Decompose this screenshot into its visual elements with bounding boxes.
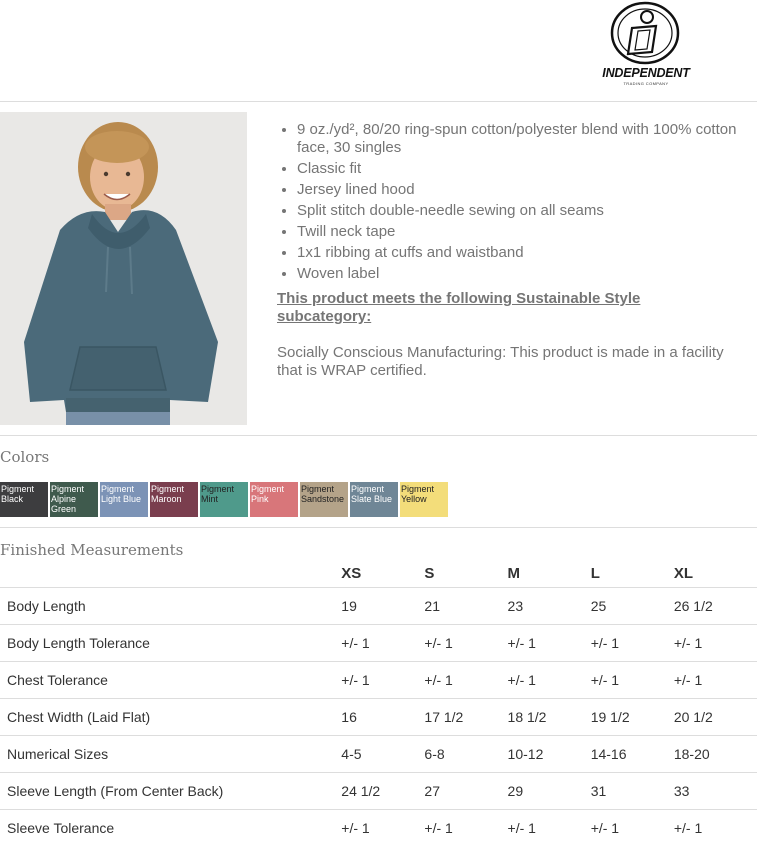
- color-swatch[interactable]: [0, 482, 48, 517]
- feature-item: • Twill neck tape: [297, 223, 737, 241]
- divider: [0, 527, 757, 528]
- color-swatch[interactable]: [200, 482, 248, 517]
- size-header: L: [591, 560, 674, 588]
- color-swatch[interactable]: [50, 482, 98, 517]
- measurement-value: +/- 1: [508, 625, 591, 662]
- colors-heading: Colors: [0, 448, 49, 466]
- measurement-label: Chest Tolerance: [0, 662, 341, 699]
- measurement-label: Chest Width (Laid Flat): [0, 699, 341, 736]
- measurement-value: 24 1/2: [341, 773, 424, 810]
- feature-item: • 1x1 ribbing at cuffs and waistband: [297, 244, 737, 262]
- measurement-value: 25: [591, 588, 674, 625]
- measurement-value: +/- 1: [341, 810, 424, 846]
- brand-logo: [594, 0, 698, 88]
- measurement-label: Numerical Sizes: [0, 736, 341, 773]
- size-header: S: [424, 560, 507, 588]
- table-row: [0, 773, 757, 810]
- measurement-value: +/- 1: [424, 625, 507, 662]
- feature-item: • 9 oz./yd², 80/20 ring-spun cotton/polyester blend with 100% cotton face, 30 singles: [297, 121, 737, 157]
- measurement-value: 31: [591, 773, 674, 810]
- measurements-heading: Finished Measurements: [0, 541, 183, 559]
- measurement-value: 10-12: [508, 736, 591, 773]
- size-header: XS: [341, 560, 424, 588]
- size-header: XL: [674, 560, 757, 588]
- measurement-value: 18 1/2: [508, 699, 591, 736]
- table-header-row: [0, 560, 757, 588]
- measurement-value: +/- 1: [591, 625, 674, 662]
- feature-item: • Jersey lined hood: [297, 181, 737, 199]
- measurement-value: +/- 1: [424, 662, 507, 699]
- sustainable-description: Socially Conscious Manufacturing: This product is made in a facility that is WRAP certified.: [277, 344, 737, 380]
- table-row: [0, 736, 757, 773]
- color-swatch[interactable]: [150, 482, 198, 517]
- measurement-value: +/- 1: [674, 625, 757, 662]
- measurement-value: 20 1/2: [674, 699, 757, 736]
- table-row: [0, 699, 757, 736]
- measurement-value: 17 1/2: [424, 699, 507, 736]
- table-header-empty: [0, 560, 341, 588]
- measurement-value: 21: [424, 588, 507, 625]
- swatch-label: Pigment Yellow: [401, 484, 434, 504]
- color-swatches: [0, 482, 450, 517]
- swatch-label: Pigment Sandstone: [301, 484, 344, 504]
- product-image: [0, 112, 247, 425]
- feature-item: • Split stitch double-needle sewing on all seams: [297, 202, 737, 220]
- brand-logo-mark: [594, 0, 698, 66]
- divider: [0, 101, 757, 102]
- swatch-label: Pigment Maroon: [151, 484, 184, 504]
- table-row: [0, 588, 757, 625]
- swatch-label: Pigment Black: [1, 484, 34, 504]
- color-swatch[interactable]: [300, 482, 348, 517]
- sustainable-heading[interactable]: This product meets the following Sustainable Style subcategory:: [277, 290, 737, 326]
- measurement-value: 29: [508, 773, 591, 810]
- table-row: [0, 810, 757, 846]
- measurements-table: [0, 560, 757, 846]
- measurement-value: 6-8: [424, 736, 507, 773]
- table-row: [0, 662, 757, 699]
- measurement-value: 19 1/2: [591, 699, 674, 736]
- measurement-value: 14-16: [591, 736, 674, 773]
- color-swatch[interactable]: [400, 482, 448, 517]
- measurement-label: Sleeve Tolerance: [0, 810, 341, 846]
- measurement-value: +/- 1: [424, 810, 507, 846]
- brand-subtitle: TRADING COMPANY: [594, 81, 698, 86]
- feature-item: • Classic fit: [297, 160, 737, 178]
- measurement-value: +/- 1: [508, 810, 591, 846]
- measurement-value: 19: [341, 588, 424, 625]
- measurement-value: 4-5: [341, 736, 424, 773]
- color-swatch[interactable]: [250, 482, 298, 517]
- swatch-label: Pigment Light Blue: [101, 484, 141, 504]
- divider: [0, 435, 757, 436]
- measurement-value: 18-20: [674, 736, 757, 773]
- swatch-label: Pigment Mint: [201, 484, 234, 504]
- measurement-value: +/- 1: [674, 662, 757, 699]
- brand-name: INDEPENDENT: [594, 66, 698, 80]
- measurement-value: +/- 1: [341, 625, 424, 662]
- feature-list: [277, 121, 737, 286]
- measurement-value: +/- 1: [508, 662, 591, 699]
- measurement-value: 23: [508, 588, 591, 625]
- measurement-value: 16: [341, 699, 424, 736]
- swatch-label: Pigment Alpine Green: [51, 484, 84, 514]
- size-header: M: [508, 560, 591, 588]
- measurement-value: +/- 1: [591, 662, 674, 699]
- measurement-value: 33: [674, 773, 757, 810]
- measurement-label: Sleeve Length (From Center Back): [0, 773, 341, 810]
- swatch-label: Pigment Slate Blue: [351, 484, 392, 504]
- measurement-value: +/- 1: [591, 810, 674, 846]
- feature-item: • Woven label: [297, 265, 737, 283]
- color-swatch[interactable]: [100, 482, 148, 517]
- measurement-value: 26 1/2: [674, 588, 757, 625]
- measurement-label: Body Length Tolerance: [0, 625, 341, 662]
- color-swatch[interactable]: [350, 482, 398, 517]
- table-row: [0, 625, 757, 662]
- measurement-label: Body Length: [0, 588, 341, 625]
- measurement-value: 27: [424, 773, 507, 810]
- measurement-value: +/- 1: [674, 810, 757, 846]
- swatch-label: Pigment Pink: [251, 484, 284, 504]
- measurement-value: +/- 1: [341, 662, 424, 699]
